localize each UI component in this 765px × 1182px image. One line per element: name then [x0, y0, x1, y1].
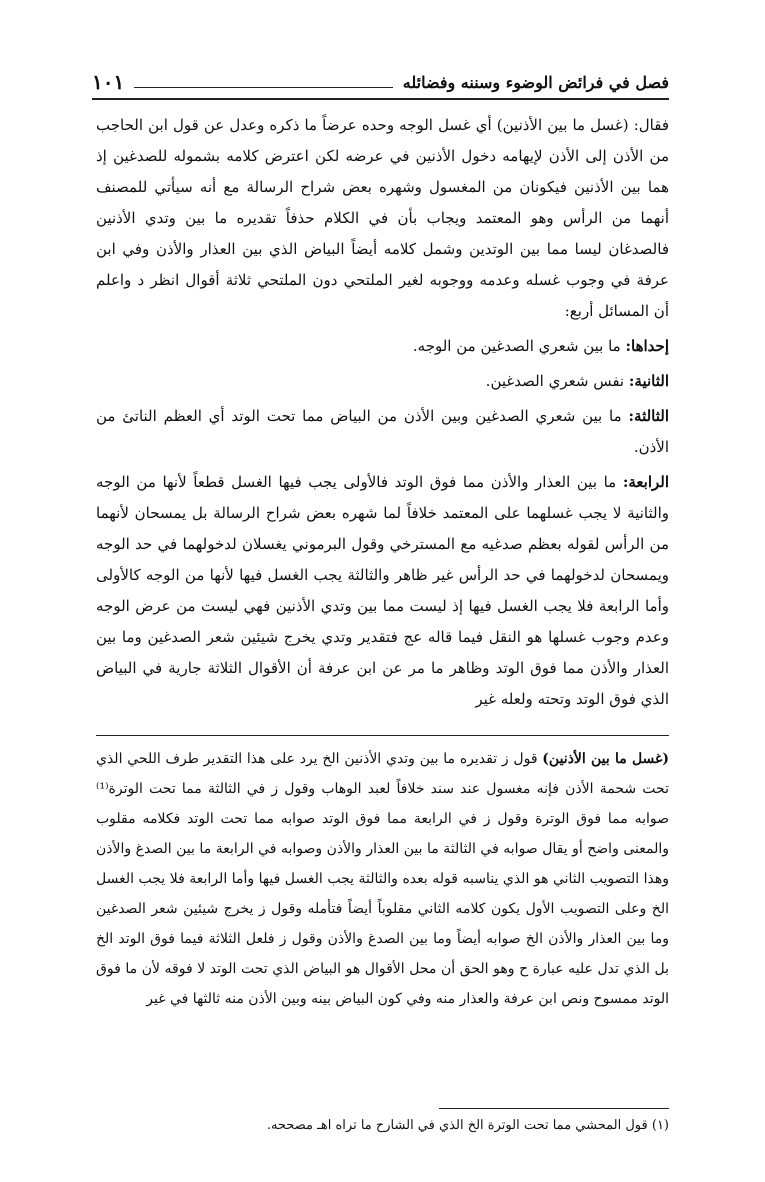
- commentary-paragraph: [96, 744, 669, 1014]
- issue-label: الثانية:: [628, 372, 669, 390]
- page-number: ١٠١: [92, 70, 125, 94]
- issue-text: ما بين شعري الصدغين من الوجه.: [412, 337, 621, 355]
- commentary-text: قول ز تقديره ما بين وتدي الأذنين الخ يرد على هذا التقدير طرف اللحي الذي تحت شحمة الأذن فإنه مغسول عند سند خلافاً لعبد الوهاب وقول ز في الثالثة مما تحت الوترة⁽¹⁾ صوابه مما فوق الوترة وقول ز في الرابعة مما فوق الوتد صوابه مما تحت الوتد فكلامه مقلوب والمعنى واضح أو يقال صوابه في الثالثة ما بين العذار والأذن وصوابه في الرابعة ما بين الصدغ والأذن وهذا التصويب الثاني هو الذي يناسبه قوله بعده والثالثة يجب الغسل فيها وأما الرابعة فلا يجب الغسل الخ وعلى التصويب الأول يكون كلامه الثاني مقلوباً أيضاً فتأمله وقول ز يخرج شيئين شعر الصدغين وما بين العذار والأذن الخ صوابه أيضاً وما بين الصدغ والأذن وقول ز فلعل الثلاثة فيما فوق الوتد الخ بل الذي تدل عليه عبارة ح وهو الحق أن محل الأقوال هو البياض الذي تحت الوتد لا فوقه لأن ما فوق الوتد ممسوح ونص ابن عرفة والعذار منه وفي كون البياض بينه وبين الأذن منه ثالثها في غير: [96, 751, 669, 1007]
- issue-text: ما بين العذار والأذن مما فوق الوتد فالأولى يجب فيها الغسل قطعاً لأنها من الوجه والثانية لا يجب غسلهما على المعتمد خلافاً لما شهره بعض شراح الرسالة بل يمسحان لأنهما من الرأس لقوله بعظم صدغيه مع المسترخي وقول البرموني يغسلان لدخولهما في حد الوجه ويمسحان لدخولهما في حد الرأس غير ظاهر والثالثة يجب الغسل فيها لأنها من الوجه كالأولى وأما الرابعة فلا يجب الغسل فيها إذ ليست مما بين وتدي الأذنين فهي ليست من عرض الوجه وعدم وجوب غسلها هو النقل فيما قاله عج فتقدير وتدي يخرج شيئين شعر الصدغين وما بين العذار والأذن مما فوق الوتد وظاهر ما مر عن ابن عرفة أن الأقوال الثلاثة جارية في البياض الذي فوق الوتد وتحته ولعله غير: [96, 473, 669, 708]
- footnote-marker: (١): [651, 1118, 669, 1133]
- running-header: [92, 58, 669, 100]
- footnote: [96, 1114, 669, 1138]
- commentary: [96, 744, 669, 1014]
- issue-item: [96, 366, 669, 397]
- intro-paragraph: فقال: (غسل ما بين الأذنين) أي غسل الوجه وحده عرضاً ما ذكره وعدل عن قول ابن الحاجب من الأذن إلى الأذن لإيهامه دخول الأذنين في عرضه لكن اعترض كلامه بشموله للصدغين إذ هما بين الأذنين فيكونان من المغسول وشهره بعض شراح الرسالة مع أنه سيأتي للمصنف أنهما من الرأس وهو المعتمد ويجاب بأن في الكلام حذفاً تقديره ما بين وتدي الأذنين فالصدغان ليسا مما بين الوتدين وشمل كلامه أيضاً البياض الذي بين العذار والأذن وفي ابن عرفة في وجوب غسله وعدمه ووجوبه لغير الملتحي دون الملتحي ثلاثة أقوال انظر د واعلم أن المسائل أربع:: [96, 116, 669, 320]
- issue-item: [96, 331, 669, 362]
- footnote-text: قول المحشي مما تحت الوترة الخ الذي في الشارح ما تراه اهـ مصححه.: [266, 1118, 648, 1133]
- main-text: [96, 110, 669, 719]
- issue-label: إحداها:: [625, 337, 669, 355]
- issue-item: [96, 401, 669, 463]
- section-divider: [96, 735, 669, 736]
- commentary-label: (غسل ما بين الأذنين): [542, 751, 669, 767]
- footnote-divider: [439, 1108, 669, 1109]
- header-rule: [134, 87, 393, 88]
- issue-text: نفس شعري الصدغين.: [485, 372, 625, 390]
- issue-label: الثالثة:: [628, 407, 669, 425]
- issue-text: ما بين شعري الصدغين وبين الأذن من البياض مما تحت الوتد أي العظم الناتئ من الأذن.: [96, 407, 669, 456]
- issue-label: الرابعة:: [622, 473, 669, 491]
- issue-item: [96, 467, 669, 715]
- header-title: فصل في فرائض الوضوء وسننه وفضائله: [402, 73, 669, 92]
